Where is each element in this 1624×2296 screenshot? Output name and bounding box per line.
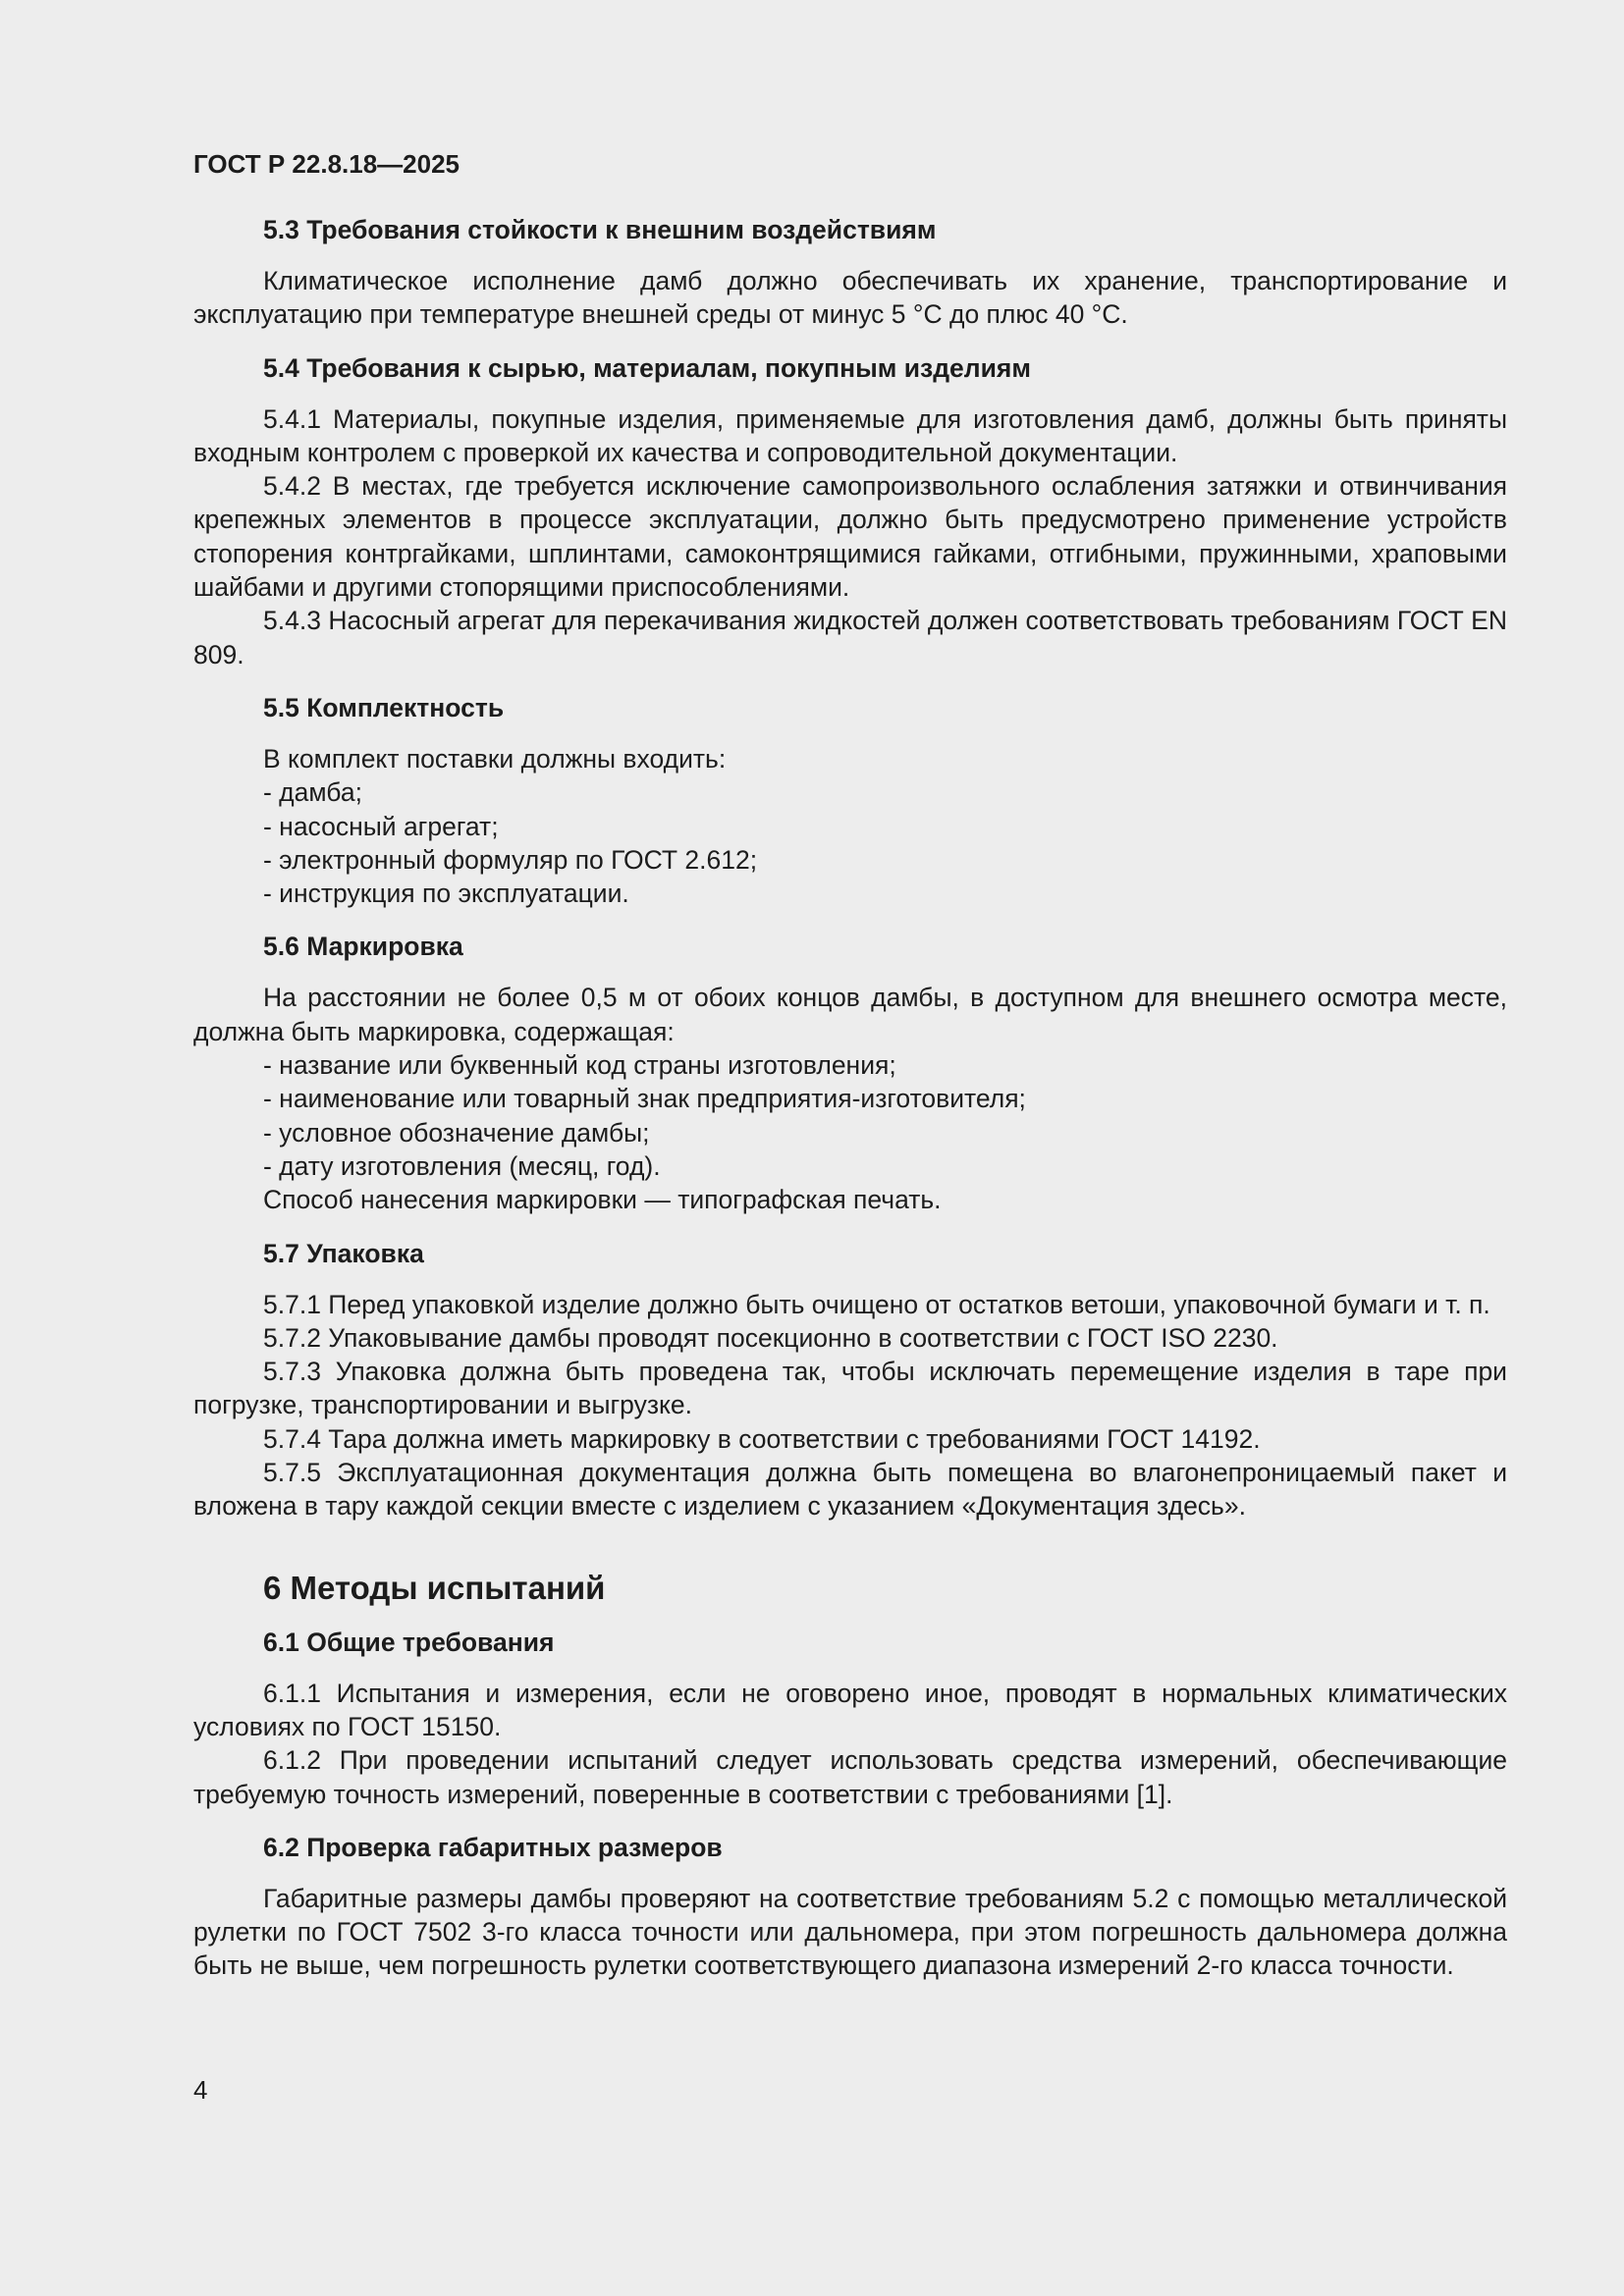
list-item: - наименование или товарный знак предприятия-изготовителя; (263, 1084, 1026, 1114)
paragraph-5-7-1: 5.7.1 Перед упаковкой изделие должно быть очищено от остатков ветоши, упаковочной бумаги и т. п. (263, 1289, 1490, 1319)
paragraph-5-4-1: 5.4.1 Материалы, покупные изделия, применяемые для изготовления дамб, должны быть приняты входным контролем с проверкой их качества и сопроводительной документации. (193, 403, 1507, 467)
paragraph-5-7-4: 5.7.4 Тара должна иметь маркировку в соответствии с требованиями ГОСТ 14192. (263, 1423, 1261, 1454)
section-6-title: 6 Методы испытаний (263, 1569, 606, 1606)
section-5-5 (193, 691, 1507, 910)
section-5-3-title: 5.3 Требования стойкости к внешним воздействиям (263, 215, 937, 244)
list-item: - условное обозначение дамбы; (263, 1117, 650, 1148)
list-item: - насосный агрегат; (263, 811, 499, 841)
paragraph-5-4-3: 5.4.3 Насосный агрегат для перекачивания жидкостей должен соответствовать требованиям ГОСТ EN 809. (193, 606, 1507, 669)
section-5-4-title: 5.4 Требования к сырью, материалам, покупным изделиям (263, 352, 1031, 383)
section-6-1 (193, 1626, 1507, 1811)
paragraph-5-7-2: 5.7.2 Упаковывание дамбы проводят посекционно в соответствии с ГОСТ ISO 2230. (263, 1322, 1278, 1353)
section-5-4 (193, 351, 1507, 671)
section-5-6-title: 5.6 Маркировка (263, 932, 463, 962)
paragraph: Климатическое исполнение дамб должно обеспечивать их хранение, транспортирование и эксплуатацию при температуре внешней среды от минус 5 °С до плюс 40 °С. (193, 266, 1507, 330)
section-5-6 (193, 930, 1507, 1216)
section-5-7-title: 5.7 Упаковка (263, 1238, 424, 1268)
list-item: - название или буквенный код страны изготовления; (263, 1050, 896, 1081)
paragraph-6-1-1: 6.1.1 Испытания и измерения, если не оговорено иное, проводят в нормальных климатических условиях по ГОСТ 15150. (193, 1678, 1507, 1741)
section-6-2 (193, 1831, 1507, 1983)
list-item: - дату изготовления (месяц, год). (263, 1150, 661, 1181)
document-code: ГОСТ Р 22.8.18—2025 (193, 149, 460, 179)
section-6-1-title: 6.1 Общие требования (263, 1627, 555, 1657)
paragraph-6-1-2: 6.1.2 При проведении испытаний следует использовать средства измерений, обеспечивающие требуемую точность измерений, поверенные в соответствии с требованиями [1]. (193, 1745, 1507, 1809)
section-6-2-title: 6.2 Проверка габаритных размеров (263, 1832, 723, 1862)
paragraph: На расстоянии не более 0,5 м от обоих концов дамбы, в доступном для внешнего осмотра месте, должна быть маркировка, содержащая: (193, 983, 1507, 1046)
list-item: - инструкция по эксплуатации. (263, 879, 629, 909)
paragraph: Габаритные размеры дамбы проверяют на соответствие требованиям 5.2 с помощью металлической рулетки по ГОСТ 7502 3-го класса точности или дальномера, при этом погрешность дальномера должна быть не выше, чем погрешность рулетки соответствующего диапазона измерений 2-го класса точности. (193, 1883, 1507, 1981)
paragraph-5-7-5: 5.7.5 Эксплуатационная документация должна быть помещена во влагонепроницаемый пакет и вложена в тару каждой секции вместе с изделием с указанием «Документация здесь». (193, 1458, 1507, 1522)
paragraph-5-4-2: 5.4.2 В местах, где требуется исключение самопроизвольного ослабления затяжки и отвинчивания крепежных элементов в процессе эксплуатации, должно быть предусмотрено применение устройств стопорения контргайками, шплинтами, самоконтрящимися гайками, отгибными, пружинными, храповыми шайбами и другими стопорящими приспособлениями. (193, 471, 1507, 603)
section-5-7 (193, 1237, 1507, 1523)
page-number: 4 (193, 2075, 208, 2105)
section-5-3 (193, 213, 1507, 332)
list-item: - дамба; (263, 777, 362, 808)
paragraph-5-7-3: 5.7.3 Упаковка должна быть проведена так, чтобы исключать перемещение изделия в таре при погрузке, транспортировании и выгрузке. (193, 1357, 1507, 1420)
list-item: - электронный формуляр по ГОСТ 2.612; (263, 844, 758, 875)
document-page (193, 147, 1507, 2002)
list-intro: В комплект поставки должны входить: (263, 743, 727, 774)
section-5-5-title: 5.5 Комплектность (263, 692, 505, 722)
paragraph: Способ нанесения маркировки — типографская печать. (263, 1185, 942, 1215)
